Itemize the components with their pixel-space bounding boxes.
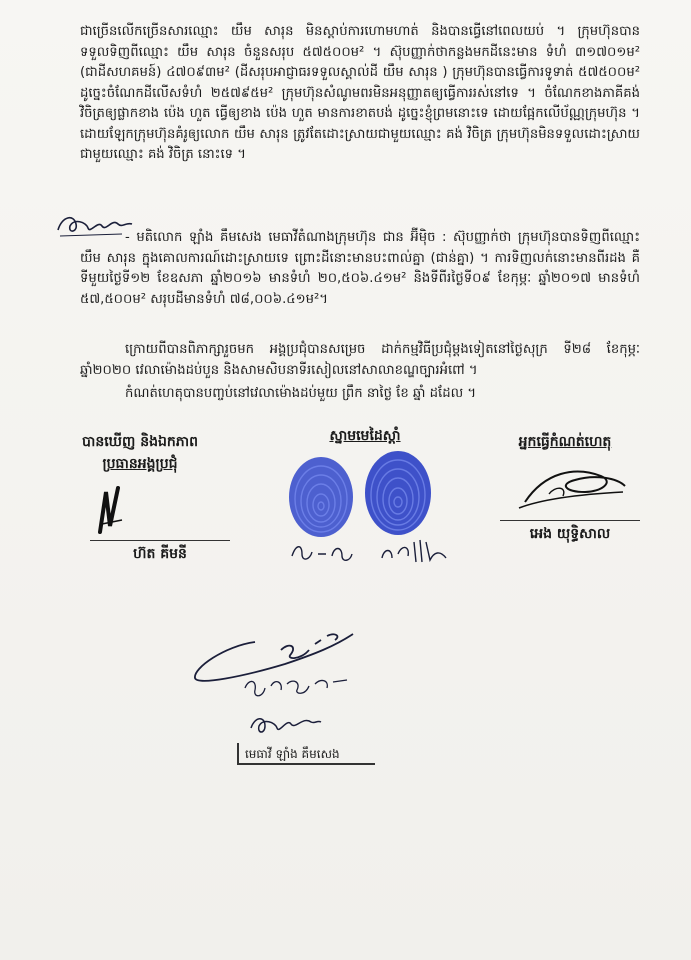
thumbprint-heading: ស្នាមមេដៃស្តាំ — [329, 428, 401, 444]
chairman-name: ហ៊ត គីមនី — [133, 546, 187, 562]
recorder-signature-line — [500, 520, 640, 521]
thumbprint-right — [360, 448, 436, 538]
lawyer-initials — [245, 708, 325, 740]
chairman-title: ប្រធានអង្គប្រជុំ — [102, 456, 178, 472]
lawyer-handwritten-name — [235, 668, 355, 708]
recorder-signature — [505, 462, 635, 522]
recorder-heading: អ្នកធ្វើកំណត់ហេតុ — [518, 434, 612, 450]
thumbprint-handwritten-names — [280, 532, 480, 572]
chairman-signature-line — [90, 540, 230, 541]
thumbprint-block — [290, 426, 440, 446]
lawyer-name-stamp: មេធាវី ឡាំង គឹមសេង — [237, 743, 375, 765]
paragraph-closing: កំណត់ហេតុបានបញ្ចប់នៅវេលាម៉ោងដប់មួយ ព្រឹក នាថ្ងៃ ខែ ឆ្នាំ ដដែល ។ — [125, 386, 477, 401]
thumbprint-left — [285, 454, 357, 540]
recorder-name: អេង យុទ្ធិសាល — [529, 526, 611, 542]
paragraph-opening: ជាច្រើនលើកច្រើនសារឈ្មោះ យឹម សារុន មិនស្តាប់ការហោមហាត់ និងបានធ្វើនៅពេលយប់ ។ ក្រុមហ៊ុនបានទទួលទិញពីឈ្មោះ យឹម សារុន ចំនួនសរុប ៥៧៥០០ម² ។ ស៊ុបញ្ញាក់ថាកន្លងមកដីនេះមាន ទំហំ ៣១៧០១ម² (ជាដីសហគមន៍) ៤៧០៩៣ម² (ដីសរុបអាជ្ញាធរទទួលស្គាល់ដី យឹម សារុន ) ក្រុមហ៊ុនបានធ្វើការទូទាត់ ៥៧៥០០ម² ដូច្នេះចំណែកដីលើសទំហំ ២៥៧៩៥ម² ក្រុមហ៊ុនសំណូមពរមិនអនុញ្ញាតឲ្យធ្វើការរស់នៅទេ ។ ចំណែកខាងភាគីគង់វិចិត្រឲ្យផ្លាកខាង ប៉េង ហួត ធ្វើឲ្យខាង ប៉េង ហួត មានការខាតបង់ ដូច្នេះខ្ញុំព្រមនោះទេ ដោយផ្អែកលើប័ណ្ណក្រុមហ៊ុន ។ ដោយឡែកក្រុមហ៊ុនគំរូឲ្យលោក យឹម សារុន ត្រូវតែដោះស្រាយជាមួយឈ្មោះ គង់ វិចិត្រ ក្រុមហ៊ុនមិនទទួលដោះស្រាយជាមួយឈ្មោះ គង់ វិចិត្រ នោះទេ ។ — [80, 24, 640, 162]
right-signature-block — [470, 432, 660, 452]
approval-heading: បានឃើញ និងឯកភាព — [82, 434, 198, 450]
chairman-signature — [62, 480, 162, 540]
paragraph-lawyer-statement: - មតិលោក ឡាំង គឹមសេង មេធាវីតំណាងក្រុមហ៊ុន ជាន អ៊ីម៉ិច : ស៊ុបញ្ញាក់ថា ក្រុមហ៊ុនបានទិញពីឈ្មោះ យឹម សារុន ក្នុងគោលការណ៍ដោះស្រាយទេ ព្រោះដីនោះមានបះពាល់គ្នា (ជាន់គ្នា) ។ ការទិញលក់នោះមានពីរដង គឺទីមួយថ្ងៃទី១២ ខែឧសភា ឆ្នាំ២០១៦ មានទំហំ ២០,៥០៦.៤១ម² និងទីពីរថ្ងៃទី០៩ ខែកុម្ភៈ ឆ្នាំ២០១៧ មានទំហំ ៥៧,៥០០ម² សរុបដីមានទំហំ ៧៨,០០៦.៤១ម²។ — [80, 230, 640, 307]
left-signature-block — [40, 432, 240, 474]
paragraph-decision: ក្រោយពីបានពិភាក្សារួចមក អង្គប្រជុំបានសម្រេច ដាក់កម្មវិធីប្រជុំម្តងទៀតនៅថ្ងៃសុក្រ ទី២៨ ខែកុម្ភៈ ឆ្នាំ២០២០ វេលាម៉ោងដប់បួន និងសាមសិបនាទីរសៀលនៅសាលាខណ្ឌច្បារអំពៅ ។ — [80, 342, 640, 378]
